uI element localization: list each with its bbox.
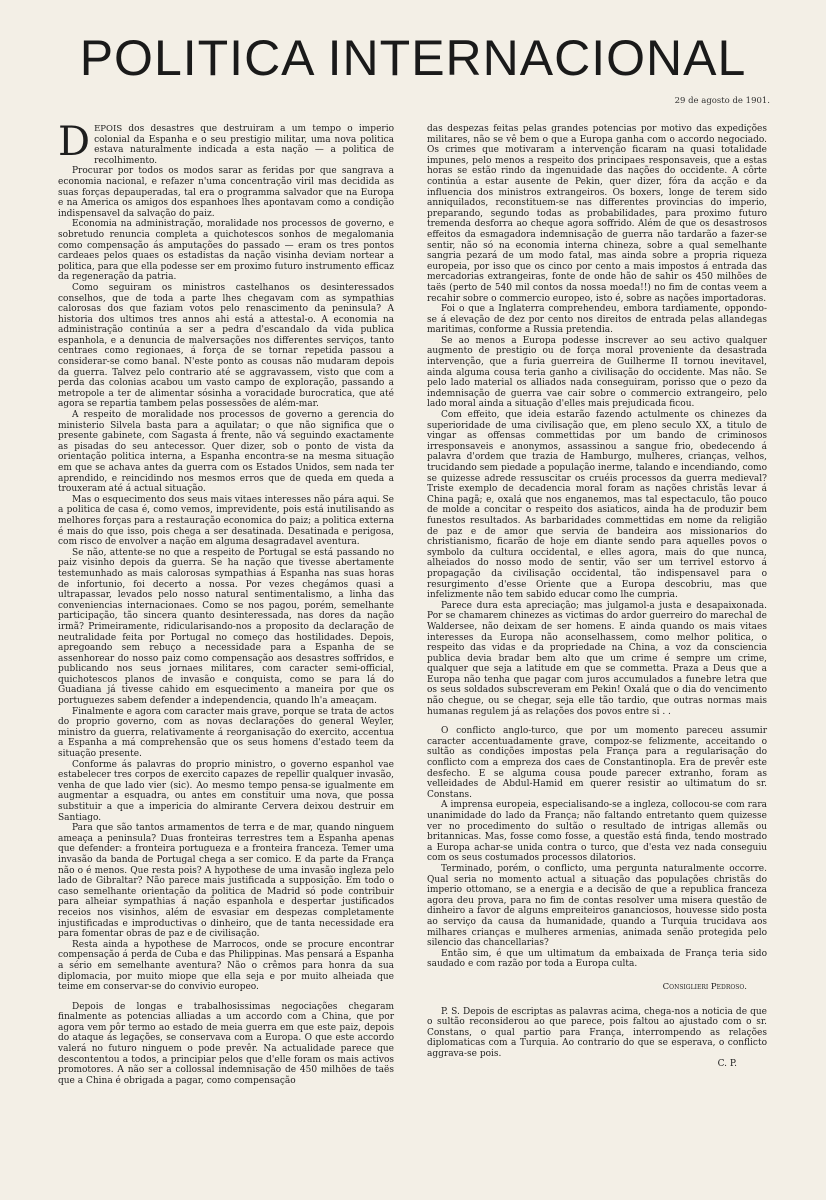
paragraph: Então sim, é que um ultimatum da embaixada de França teria sido saudado e com razão por toda a Europa culta.	[427, 948, 767, 970]
paragraph: Procurar por todos os modos sarar as feridas por que sangrava a economia nacional, e refazer n'uma concentração viril mas decidida as suas forças depauperadas, tal era o programma salvador que na Europa e na America os amigos dos espanhoes lhes apontavam como a condição indispensavel da salvação do paiz.	[58, 166, 394, 219]
paragraph: A imprensa europeia, especialisando-se a ingleza, collocou-se com rara unanimidade do lado da França; não faltando entretanto quem quizesse ver no procedimento do sultão o resultado de intrigas allemãs ou britannicas. Mas, fosse como fosse, a questão está finda, tendo mostrado a Europa achar-se unida contra o turco, que d'esta vez nada conseguiu com os seus costumados processos dilatorios.	[427, 800, 767, 864]
paragraph: Depois de longas e trabalhosissimas negociações chegaram finalmente as potencias alliadas a um accordo com a China, que por agora vem pôr termo ao estado de meia guerra em que este paiz, depois do ataque ás legações, se conservava com a Europa. O que este accordo valerá no futuro ninguem o pode prevêr. Na actualidade parece que descontentou a todos, a principiar pelos que d'elle foram os mais activos promotores. A não ser a collossal indemnisação de 450 milhões de taës que a China é obrigada a pagar, como compensação	[58, 1001, 394, 1086]
first-word: EPOIS	[94, 124, 123, 134]
author-signature: Consiglieri Pedroso.	[662, 981, 747, 992]
paragraph: O conflicto anglo-turco, que por um momento pareceu assumir caracter accentuadamente grave, compoz-se felizmente, acceitando o sultão as condições impostas pela França para a regularisação do conflicto com a empreza dos caes de Constantinopla. Era de prevêr este desfecho. E se alguma cousa poude parecer extranho, foram as velleidades de Abdul-Hamid em querer resistir ao ultimatum do sr. Constans.	[427, 726, 767, 800]
postscript-initials: C. P.	[717, 1059, 737, 1070]
left-column	[58, 119, 394, 1086]
paragraph: Com effeito, que ideia estarão fazendo actulmente os chinezes da superioridade de uma civilisação que, em pleno seculo XX, a titulo de vingar as offensas commettidas por um bando de criminosos irresponsaveis e anonymos, assassinou a sangue frio, obedecendo á palavra d'ordem que trazia de Hamburgo, mulheres, crianças, velhos, trucidando sem piedade a população inerme, talando e incendiando, como se quizesse adrede ressuscitar os cruéis processos da guerra medieval? Triste exemplo de decadencia moral foram as nações christãs levar á China pagã; e, oxalá que nos enganemos, mas tal espectaculo, tão pouco de molde a concitar o respeito dos asiaticos, ainda ha de produzir bem funestos resultados. As barbaridades commettidas em nome da religião de paz e de amor que servia de bandeira aos missionarios do christianismo, ficarão de hoje em diante sendo para aquelles povos o symbolo da cultura occidental, e elles agora, mais do que nunca, alheiados do nosso modo de sentir, vão ser um terrivel estorvo á propagação da civilisação occidental, tão indispensavel para o resurgimento d'esse Oriente que a Europa descobriu, mas que infelizmente não tem sabido educar como lhe cumpria.	[427, 410, 767, 601]
paragraph: Mas o esquecimento dos seus mais vitaes interesses não pára aqui. Se a politica de casa é, como vemos, imprevidente, pois está inutilisando as melhores forças para a restauração economica do paiz; a politica externa é mais do que isso, pois chega a ser desatinada. Desatinada e perigosa, com risco de envolver a nação em alguma desagradavel aventura.	[58, 494, 394, 548]
paragraph: Terminado, porém, o conflicto, uma pergunta naturalmente occorre. Qual seria no momento actual a situação das populações christãs do imperio ottomano, se a energia e a decisão de que a republica franceza agora deu prova, para no fim de contas resolver uma misera questão de dinheiro a favor de alguns empreiteiros gananciosos, houvesse sido posta ao serviço da causa da humanidade, quando a Turquia trucidava aos milhares crianças e mulheres armenias, animada senão protegida pelo silencio das chancellarias?	[427, 863, 767, 949]
postscript: P. S. Depois de escriptas as palavras acima, chega-nos a noticia de que o sultão reconsiderou ao que parece, pois faltou ao ajustado com o sr. Constans, o qual partio para França, interrompendo as relações diplomaticas com a Turquia. Ao contrario do que se esperava, o conflicto aggrava-se pois.	[427, 1006, 767, 1059]
paragraph: Foi o que a Inglaterra comprehendeu, embora tardiamente, oppondo-se á elevação de dez por cento nos direitos de entrada pelas allandegas maritimas, conforme a Russia pretendia.	[427, 304, 767, 336]
paragraph: Conforme ás palavras do proprio ministro, o governo espanhol vae estabelecer tres corpos de exercito capazes de repellir qualquer invasão, venha de que lado vier (sic). Ao mesmo tempo pensa-se igualmente em augmentar a esquadra, ou antes em constituir uma nova, que possa substituir a que a impericia do almirante Cervera deixou destruir em Santiago.	[58, 759, 394, 823]
paragraph: Parece dura esta apreciação; mas julgamol-a justa e desapaixonada. Por se chamarem chinezes as victimas do ardor guerreiro do marechal de Waldersee, não deixam de ser homens. E ainda quando os mais vitaes interesses da Europa não aconselhassem, como melhor politica, o respeito das vidas e da propriedade na China, a voz da consciencia publica devia bradar bem alto que um crime é sempre um crime, qualquer que seja a latitude em que se commetta. Praza a Deus que a Europa não tenha que pagar com juros accumulados a funebre letra que os seus soldados subscreveram em Pekin! Oxalá que o dia do vencimento não chegue, ou se chegar, seja elle tão tardio, que outras normas mais humanas regulem já as relações dos povos entre si . .	[427, 600, 767, 717]
drop-cap: D	[58, 119, 91, 165]
paragraph: Se não, attente-se no que a respeito de Portugal se está passando no paiz visinho depois da guerra. Se ha nação que tivesse abertamente testemunhado as mais calorosas sympathias á Espanha nas suas horas de infortunio, foi decerto a nossa. Por vezes chegámos quasi a ultrapassar, levados pelo nosso natural sentimentalismo, a linha das conveniencias internacionaes. Como se nos pagou, porém, semelhante participação, tão sincera quanto desinteressada, nas dores da nação irmã? Primeiramente, ridicularisando-nos a proposito da declaração de neutralidade feita por Portugal no começo das hostilidades. Depois, apregoando sem rebuço a necessidade para a Espanha de se assenhorear do nosso paiz como compensação aos desastres soffridos, e publicando nos seus jornaes militares, com caracter semi-official, quichotescos planos de invasão e conquista, como se para lá do Guadiana já tivesse cahido em esquecimento a maneira por que os portuguezes sabem defender a independencia, quando lh'a ameaçam.	[58, 547, 394, 707]
paragraph: Finalmente e agora com caracter mais grave, porque se trata de actos do proprio governo, com as novas declarações do general Weyler, ministro da guerra, relativamente á reorganisação do exercito, accentua a Espanha a má comprehensão que os seus homens d'estado teem da situação presente.	[58, 706, 394, 760]
paragraph: Resta ainda a hypothese de Marrocos, onde se procure encontrar compensação á perda de Cuba e das Philippinas. Mas pensará a Espanha a sério em semelhante aventura? Não o crêmos para honra da sua diplomacia, por muito miope que ella seja e por muito alheiada que teime em conservar-se do convivio europeo.	[58, 939, 394, 993]
paragraph: Se ao menos a Europa podesse inscrever ao seu activo qualquer augmento de prestigio ou de força moral proveniente da desastrada intervenção, que a furia guerreira de Guilherme II tornou inevitavel, ainda alguma cousa teria ganho a civilisação do occidente. Mas não. Se pelo lado material os alliados nada conseguiram, porisso que o pezo da indemnisação de guerra vae cair sobre o commercio extrangeiro, pelo lado moral ainda a situação d'elles mais prejudicada ficou.	[427, 335, 767, 410]
paragraph: dos desastres que destruiram a um tempo o imperio colonial da Espanha e o seu prestigio militar, uma nova politica estava naturalmente indicada a esta nação — a politica de recolhimento.	[94, 124, 394, 166]
paragraph: Economia na administração, moralidade nos processos de governo, e sobretudo renuncia completa a quichotescos sonhos de megalomania como compensação ás amputações do passado — eram os tres pontos cardeaes pelos quaes os estadistas da nação visinha deviam nortear a politica, para que ella podesse ser em proximo futuro instrumento efficaz da regeneração da patria.	[58, 219, 394, 283]
paragraph: Como seguiram os ministros castelhanos os desinteressados conselhos, que de toda a parte lhes chegavam com as sympathias calorosas dos que faziam votos pelo renascimento da peninsula? A historia dos ultimos tres annos ahi está a attestal-o. A economia na administração continúa a ser a pedra d'escandalo da vida publica espanhola, e a denuncia de malversações nos differentes serviços, tanto centraes como regionaes, á força de se tornar repetida passou a considerar-se como banal. N'este ponto as cousas não mudaram depois da guerra. Talvez pelo contrario até se aggravassem, visto que com a perda das colonias acabou um vasto campo de exploração, passando a metropole a ter de alimentar sósinha a voracidade burocratica, que até agora se repartia tambem pelas possessões de além-mar.	[58, 282, 394, 410]
paragraph: das despezas feitas pelas grandes potencias por motivo das expedições militares, não se vê bem o que a Europa ganha com o accordo negociado. Os crimes que motivaram a intervenção ficaram na quasi totalidade impunes, pelo menos a respeito dos principaes responsaveis, que a estas horas se estão rindo da ingenuidade das nações do occidente. A côrte continúa a estar ausente de Pekin, quer dizer, fóra da acção e da influencia dos ministros extrangeiros. Os boxers, longe de terem sido anniquilados, reconstituem-se nas differentes provincias do imperio, preparando, segundo todas as probabilidades, para proximo futuro tremenda desforra ao cheque agora soffrido. Além de que os desastrosos effeitos da esmagadora indemnisação de guerra não tardarão a fazer-se sentir, não só na economia interna chineza, sobre a qual semelhante sangria pezará de um modo fatal, mas ainda sobre a propria riqueza europeia, por isso que os cinco por cento a mais impostos á entrada das mercadorias extrangeiras, fonte de onde hão de sahir os 450 milhões de taës (perto de 540 mil contos da nossa moeda!!) no fim de contas veem a recahir sobre o commercio europeo, isto é, sobre as nações importadoras.	[427, 124, 767, 304]
opening-paragraph	[58, 119, 394, 166]
paragraph: Para que são tantos armamentos de terra e de mar, quando ninguem ameaça a peninsula? Duas fronteiras terrestres tem a Espanha apenas que defender: a fronteira portugueza e a fronteira franceza. Temer uma invasão da banda de Portugal chega a ser comico. E da parte da França não o é menos. Que resta pois? A hypothese de uma invasão ingleza pelo lado de Gibraltar? Não parece mais justificada a supposição. Em todo o caso semelhante orientação da politica de Madrid só pode contribuir para alheiar sympathias á nação espanhola e despertar justificados receios nos visinhos, além de esvasiar em despezas completamente injustificadas e improductivas o dinheiro, que de tanta necessidade era para fomentar obras de paz e de civilisação.	[58, 823, 394, 940]
right-column	[427, 124, 767, 1070]
page-title: POLITICA INTERNACIONAL	[79, 30, 747, 86]
article-date: 29 de agosto de 1901.	[674, 96, 770, 106]
paragraph: A respeito de moralidade nos processos de governo a gerencia do ministerio Silvela basta para a aquilatar; o que não significa que o presente gabinete, com Sagasta á frente, não vá seguindo exactamente as pisadas do seu antecessor. Quer dizer, sob o ponto de vista da orientação politica interna, a Espanha encontra-se na mesma situação em que se achava antes da guerra com os Estados Unidos, sem nada ter aprendido, e reincidindo nos mesmos erros que de queda em queda a trouxeram até á actual situação.	[58, 410, 394, 495]
